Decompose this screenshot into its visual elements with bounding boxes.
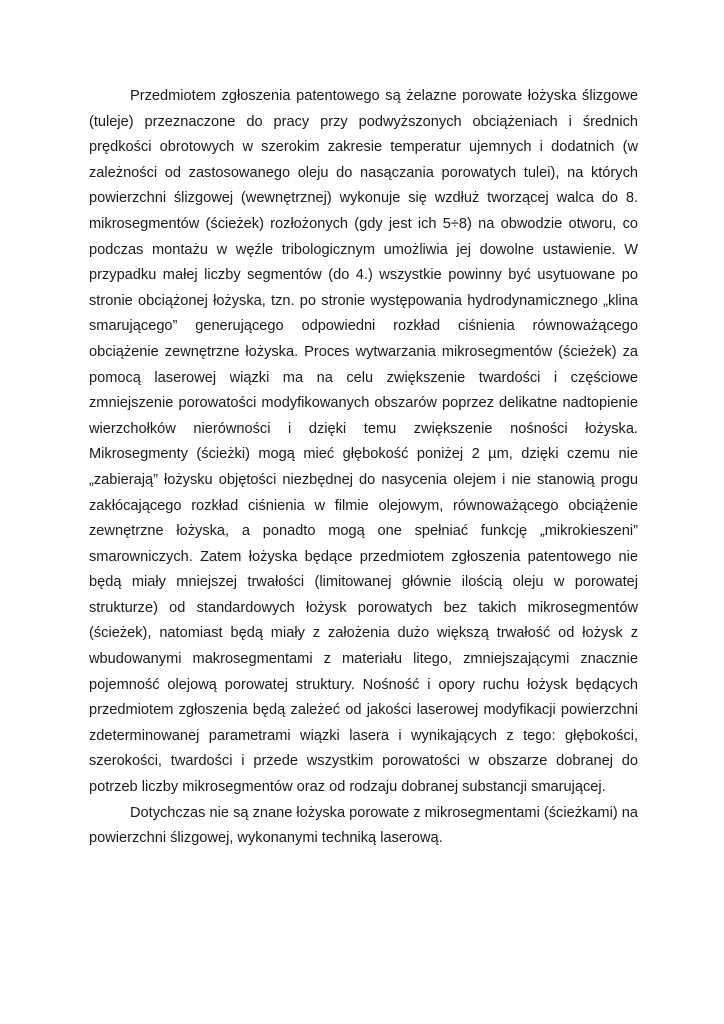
text-line: podczas montażu w węźle tribologicznym umożliwia jej dowolne ustawienie. W (89, 241, 638, 258)
text-line: szerokości, twardości i przede wszystkim porowatości w obszarze dobranej do (89, 753, 638, 770)
text-line: Przedmiotem zgłoszenia patentowego są żelazne porowate łożyska ślizgowe (130, 88, 638, 104)
paragraph-2 (89, 801, 638, 852)
text-line: Dotychczas nie są znane łożyska porowate z mikrosegmentami (ścieżkami) na (130, 804, 638, 821)
text-line: zależności od zastosowanego oleju do nasączania porowatych tulei), na których (89, 164, 638, 181)
text-line: zdeterminowanej parametrami wiązki lasera i wynikających z tego: głębokości, (89, 727, 638, 744)
text-line: powierzchni ślizgowej (wewnętrznej) wykonuje się wzdłuż tworzącej walca do 8. (89, 190, 638, 207)
text-line: smarowniczych. Zatem łożyska będące przedmiotem zgłoszenia patentowego nie (89, 548, 638, 565)
text-line: będą miały mniejszej trwałości (limitowanej głównie ilością oleju w porowatej (89, 574, 638, 591)
text-line: (ścieżek), natomiast będą miały z założenia dużo większą trwałość od łożysk z (89, 625, 638, 642)
text-line: wierzchołków nierówności i dzięki temu zwiększenie nośności łożyska. (89, 420, 638, 437)
text-line: prędkości obrotowych w szerokim zakresie temperatur ujemnych i dodatnich (w (89, 139, 638, 156)
text-line: przedmiotem zgłoszenia będą zależeć od jakości laserowej modyfikacji powierzchni (89, 702, 638, 719)
text-line: zmniejszenie porowatości modyfikowanych obszarów poprzez delikatne nadtopienie (89, 395, 638, 412)
text-line: potrzeb liczby mikrosegmentów oraz od rodzaju dobranej substancji smarującej. (89, 779, 606, 796)
text-line: wbudowanymi makrosegmentami z materiału litego, zmniejszającymi znacznie (89, 651, 638, 668)
text-line: smarującego” generującego odpowiedni rozkład ciśnienia równoważącego (89, 318, 638, 335)
text-line: pomocą laserowej wiązki ma na celu zwiększenie twardości i częściowe (89, 369, 638, 386)
text-line: Mikrosegmenty (ścieżki) mogą mieć głębokość poniżej 2 µm, dzięki czemu nie (89, 446, 638, 463)
text-line: pojemność olejową porowatej struktury. Nośność i opory ruchu łożysk będących (89, 676, 638, 693)
text-line: przypadku małej liczby segmentów (do 4.) wszystkie powinny być usytuowane po (89, 267, 638, 284)
text-line: powierzchni ślizgowej, wykonanymi techniką laserową. (89, 830, 443, 847)
text-line: zakłócającego rozkład ciśnienia w filmie olejowym, równoważącego obciążenie (89, 497, 638, 514)
document-body (89, 84, 638, 852)
text-line: zewnętrzne łożyska, a ponadto mogą one spełniać funkcję „mikrokieszeni” (89, 523, 638, 540)
text-line: strukturze) od standardowych łożysk porowatych bez takich mikrosegmentów (89, 599, 638, 616)
text-line: stronie obciążonej łożyska, tzn. po stronie występowania hydrodynamicznego „klina (89, 292, 638, 309)
paragraph-1 (89, 84, 638, 801)
text-line: obciążenie zewnętrzne łożyska. Proces wytwarzania mikrosegmentów (ścieżek) za (89, 343, 638, 360)
text-line: „zabierają” łożysku objętości niezbędnej do nasycenia olejem i nie stanowią progu (89, 471, 638, 488)
text-line: (tuleje) przeznaczone do pracy przy podwyższonych obciążeniach i średnich (89, 113, 638, 130)
text-line: mikrosegmentów (ścieżek) rozłożonych (gdy jest ich 5÷8) na obwodzie otworu, co (89, 215, 638, 232)
